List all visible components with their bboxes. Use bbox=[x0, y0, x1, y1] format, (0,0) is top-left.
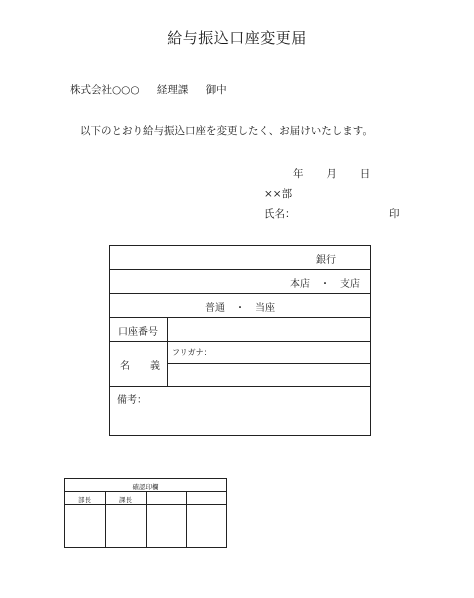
date-month: 月 bbox=[326, 168, 337, 180]
date-line bbox=[293, 166, 390, 181]
date-year: 年 bbox=[293, 168, 304, 180]
confirmation-title: 確認印欄 bbox=[132, 483, 159, 491]
document-title: 給与振込口座変更届 bbox=[167, 29, 307, 47]
account-number-label: 口座番号 bbox=[118, 327, 158, 338]
bank-account-form bbox=[109, 245, 371, 436]
stamp-column-header: 課長 bbox=[119, 496, 132, 504]
seal-mark: 印 bbox=[389, 208, 400, 220]
bank-name-suffix: 銀行 bbox=[316, 255, 336, 266]
applicant-department: ××部 bbox=[264, 188, 293, 200]
branch-type: 本店 ・ 支店 bbox=[290, 279, 360, 290]
form-divider bbox=[110, 341, 370, 342]
stamp-divider bbox=[186, 491, 187, 547]
applicant-name-label: 氏名： bbox=[264, 208, 296, 220]
intro-text: 以下のとおり給与振込口座を変更したく、お届けいたします。 bbox=[80, 125, 373, 137]
form-divider bbox=[110, 293, 370, 294]
furigana-label: フリガナ： bbox=[172, 348, 212, 357]
form-divider bbox=[110, 317, 370, 318]
addressee-company: 株式会社○○○ bbox=[70, 84, 140, 96]
remarks-label: 備考： bbox=[117, 395, 147, 406]
stamp-divider bbox=[146, 491, 147, 547]
addressee-honorific: 御中 bbox=[205, 84, 227, 96]
stamp-divider bbox=[105, 491, 106, 547]
account-holder-label: 名 義 bbox=[120, 361, 160, 372]
addressee-department: 経理課 bbox=[156, 84, 189, 96]
account-type: 普通 ・ 当座 bbox=[205, 303, 275, 314]
form-divider bbox=[110, 269, 370, 270]
addressee bbox=[70, 82, 241, 97]
form-divider bbox=[167, 317, 168, 386]
confirmation-stamp-table bbox=[64, 478, 227, 548]
form-divider bbox=[110, 386, 370, 387]
form-divider bbox=[167, 363, 370, 364]
stamp-column-header: 部長 bbox=[78, 496, 91, 504]
date-day: 日 bbox=[359, 168, 371, 180]
